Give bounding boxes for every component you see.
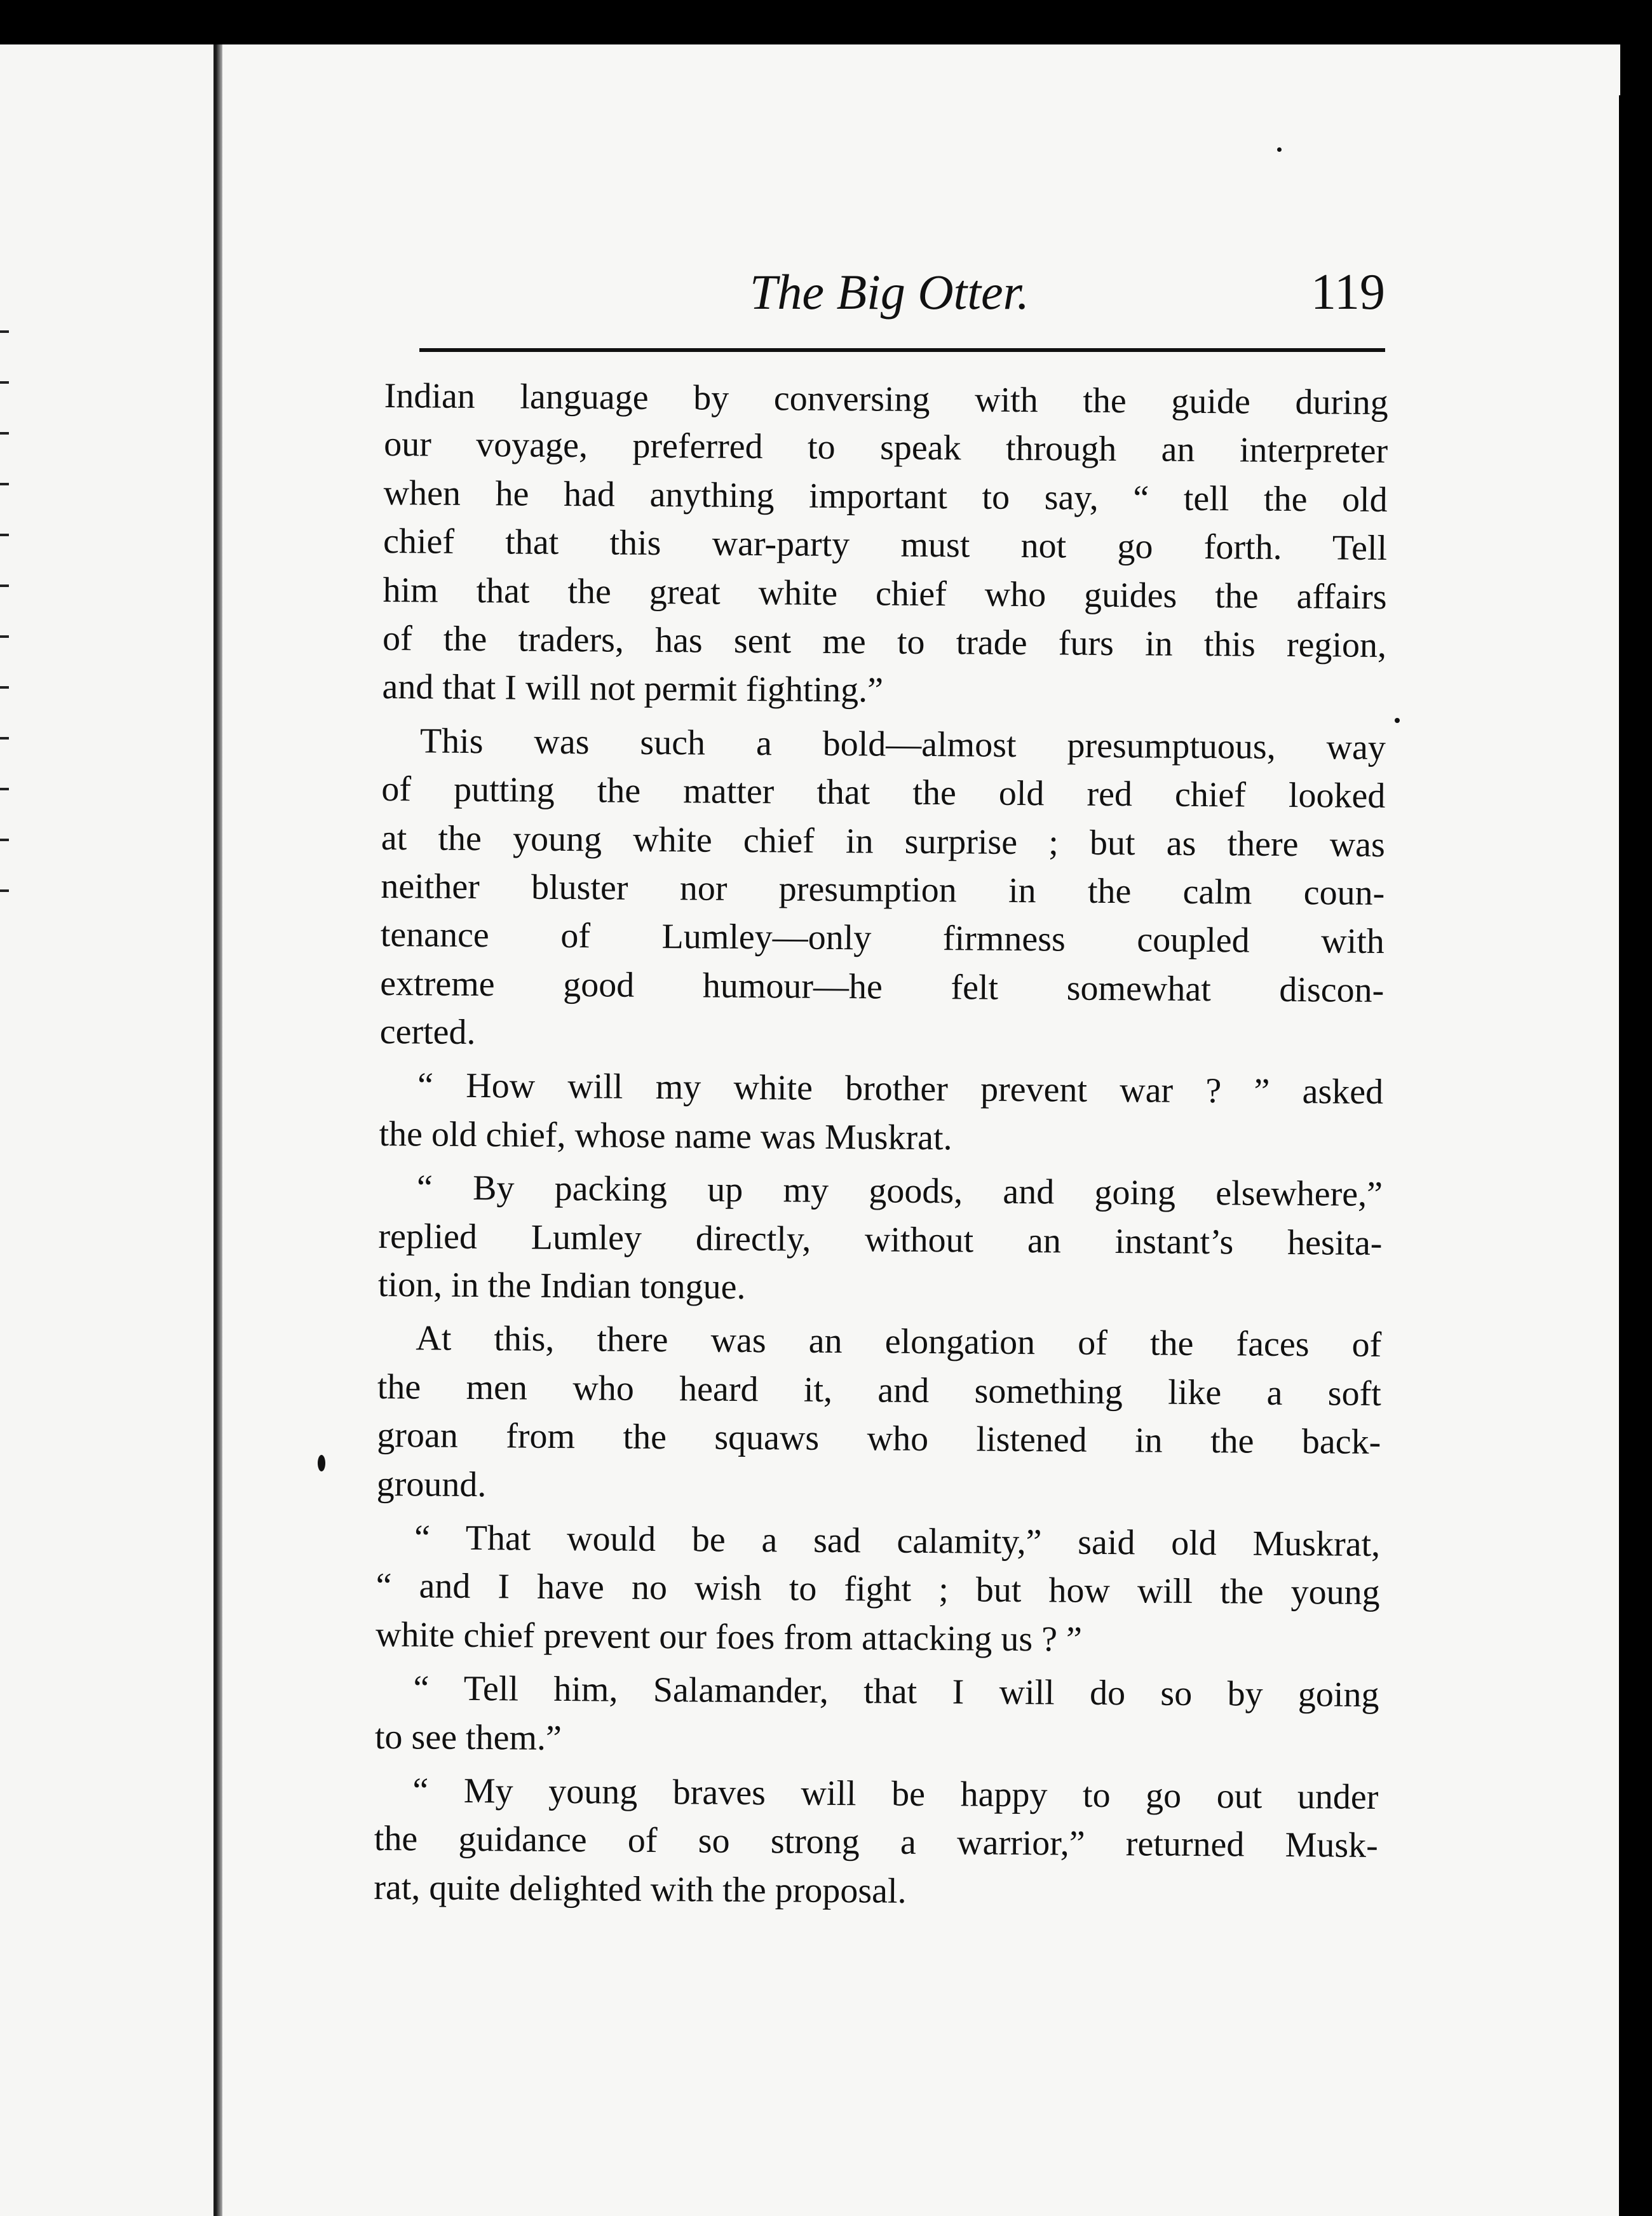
text-line: chief that this war-party must not go forth. Tell (383, 522, 1388, 569)
text-line: ground. (376, 1464, 487, 1504)
paragraph (378, 1163, 1383, 1316)
paragraph (379, 717, 1386, 1064)
text-line: certed. (379, 1012, 476, 1053)
margin-tick (0, 686, 9, 689)
text-line: “ and I have no wish to fight ; but how will the young (376, 1566, 1380, 1613)
text-line: “ How will my white brother prevent war ? ” asked (417, 1065, 1384, 1112)
text-line: “ By packing up my goods, and going elsewhere,” (416, 1168, 1383, 1215)
text-line: the guidance of so strong a warrior,” returned Musk- (374, 1819, 1379, 1866)
page-right-border (1619, 95, 1652, 2216)
text-line: This was such a bold—almost presumptuous, way (419, 721, 1386, 767)
header-rule (419, 348, 1385, 352)
text-line: groan from the squaws who listened in the back- (377, 1415, 1381, 1463)
margin-tick (0, 635, 9, 638)
margin-tick (0, 432, 9, 435)
text-line: At this, there was an elongation of the faces of (416, 1318, 1382, 1365)
text-line: neither bluster nor presumption in the calm coun- (381, 866, 1385, 913)
facing-page-edge (0, 44, 216, 2216)
text-line: white chief prevent our foes from attacking us ? ” (375, 1614, 1083, 1659)
text-line: tenance of Lumley—only firmness coupled with (380, 915, 1385, 962)
text-line: replied Lumley directly, without an instant’s hesita- (378, 1216, 1383, 1263)
margin-tick (0, 381, 9, 384)
text-line: our voyage, preferred to speak through an interpreter (383, 424, 1388, 471)
margin-tick (0, 534, 9, 536)
text-line: rat, quite delighted with the proposal. (374, 1867, 907, 1911)
margin-tick (0, 584, 9, 587)
ink-speck (1277, 147, 1282, 152)
paragraph (382, 372, 1388, 719)
paragraph (377, 1314, 1382, 1515)
margin-tick (0, 889, 9, 892)
margin-tick (0, 483, 9, 485)
text-line: of the traders, has sent me to trade furs in this region, (382, 618, 1387, 665)
text-line: at the young white chief in surprise ; but as there was (381, 818, 1386, 865)
margin-tick (0, 839, 9, 841)
text-line: of putting the matter that the old red chief looked (381, 769, 1386, 816)
text-line: and that I will not permit fighting.” (382, 667, 884, 710)
text-line: the men who heard it, and something like a soft (377, 1367, 1382, 1414)
running-title: The Big Otter. (750, 264, 1029, 320)
text-line: “ Tell him, Salamander, that I will do so by going (413, 1668, 1379, 1715)
paragraph (376, 1513, 1381, 1666)
ink-speck (318, 1455, 325, 1471)
text-line: tion, in the Indian tongue. (377, 1264, 746, 1307)
margin-tick (0, 737, 9, 740)
text-line: the old chief, whose name was Muskrat. (379, 1114, 952, 1158)
ink-speck (1395, 718, 1400, 723)
margin-tick (0, 788, 9, 790)
text-line: “ My young braves will be happy to go out under (412, 1771, 1379, 1817)
text-line: “ That would be a sad calamity,” said old Muskrat, (414, 1518, 1381, 1564)
text-line: when he had anything important to say, “ tell the old (383, 473, 1388, 520)
body-text (374, 372, 1388, 1919)
page-number: 119 (1310, 264, 1385, 320)
text-line: to see them.” (374, 1717, 562, 1758)
margin-tick (0, 330, 9, 333)
running-header (419, 264, 1385, 334)
text-line: him that the great white chief who guides the affairs (383, 570, 1387, 617)
paragraph (379, 1061, 1383, 1165)
text-line: Indian language by conversing with the guide during (384, 375, 1388, 423)
text-line: extreme good humour—he felt somewhat discon- (380, 963, 1385, 1010)
paragraph (374, 1766, 1379, 1919)
paragraph (375, 1664, 1379, 1768)
